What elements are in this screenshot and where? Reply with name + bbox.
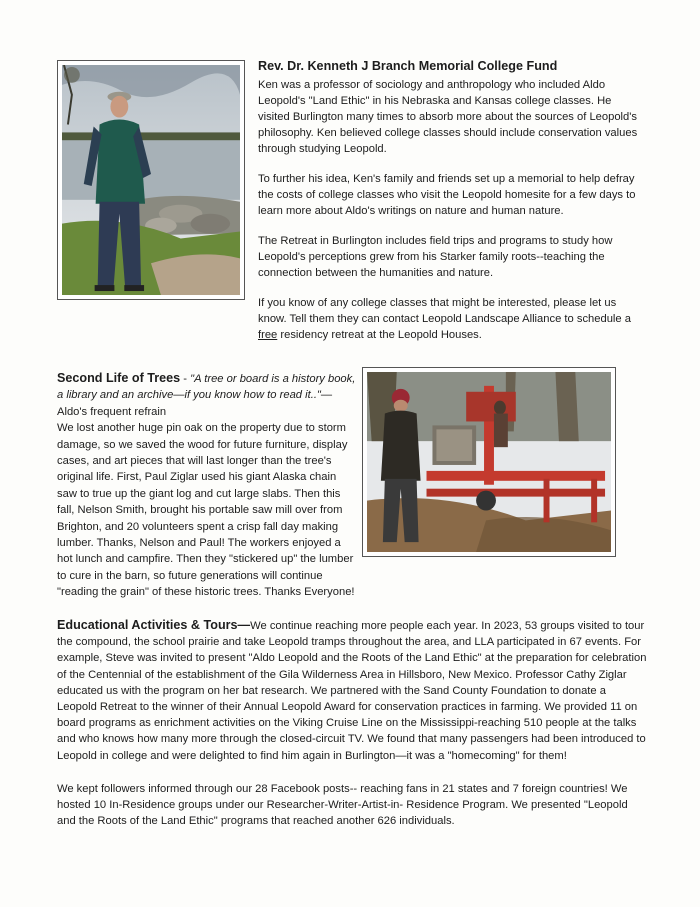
free-link-text: free: [258, 329, 278, 341]
trees-title: Second Life of Trees: [57, 371, 181, 385]
education-paragraph-1: [57, 617, 647, 764]
memorial-p4-before: If you know of any college classes that might be interested, please let us know. Tell them they can contact Leopold Landscape Alliance to schedule a: [258, 297, 631, 325]
memorial-fund-title: Rev. Dr. Kenneth J Branch Memorial College Fund: [258, 59, 558, 73]
memorial-p4-after: residency retreat at the Leopold Houses.: [277, 329, 482, 341]
memorial-paragraph-1: Ken was a professor of sociology and anthropology who included Aldo Leopold's "Land Ethic" in his Nebraska and Kansas college classes. He visited Burlington many times to absorb more about the sources of Leopold's philosophy. Ken believed college classes should include conservation values through studying Leopold.: [258, 79, 638, 155]
trees-dash: -: [180, 373, 191, 385]
trees-attribution: —Aldo's frequent refrain: [57, 389, 333, 418]
memorial-paragraph-4: [258, 295, 643, 343]
trees-body: We lost another huge pin oak on the property due to storm damage, so we saved the wood for future furniture, display cases, and art pieces that will last longer than the tree's original life. First, Paul Ziglar used his giant Alaska chain saw to true up the giant log and cut large slabs. Then this fall, Nelson Smith, brought his portable saw mill over from Brighton, and 20 volunteers spent a crisp fall day making lumber. Thanks, Nelson and Paul! The workers enjoyed a hot lunch and campfire. Then they "stickered up" the lumber to cure in the barn, so future generations will continue "reading the grain" of these historic trees. Thanks Everyone!: [57, 422, 355, 599]
second-life-of-trees-section: [57, 370, 357, 601]
trees-quote: "A tree or board is a history book, a library and an archive—if you know how to read it..": [57, 373, 356, 402]
trees-heading-line: [57, 370, 357, 420]
photo-ken-branch: [57, 60, 245, 300]
photo-sawmill-image: [367, 372, 611, 552]
memorial-paragraph-3: The Retreat in Burlington includes field trips and programs to study how Leopold's perceptions grew from his Starker family roots--teaching the connection between the humanities and nature.: [258, 235, 613, 279]
memorial-paragraph-2: To further his idea, Ken's family and friends set up a memorial to help defray the costs of college classes who visit the Leopold homesite for a few days to learn more about Aldo's writings on nature and human nature.: [258, 173, 636, 217]
education-title: Educational Activities & Tours—: [57, 618, 251, 632]
education-paragraph-2: We kept followers informed through our 28 Facebook posts-- reaching fans in 21 states and 7 foreign countries! We hosted 10 In-Residence groups under our Researcher-Writer-Artist-in- Residence Program. We presented "Leopold and the Roots of the Land Ethic" programs that reached another 626 individuals.: [57, 782, 628, 828]
education-p1-text: We continue reaching more people each year. In 2023, 53 groups visited to tour the compound, the school prairie and take Leopold tramps throughout the area, and LLA participated in 67 events. For example, Steve was invited to present "Aldo Leopold and the Roots of the Land Ethic" at the preparation for celebration of the Centennial of the establishment of the Gila Wilderness Area in Hillsboro, New Mexico. Professor Cathy Ziglar educated us with the program on her bat research. We partnered with the Sand County Foundation to donate a Leopold Retreat to the winner of their Annual Leopold Award for conservation practices in farming. We provided 11 on board programs as enrichment activities on the Viking Cruise Line on the Mississippi-reaching 510 people at the talks and who knows how many more through the closed-circuit TV. We found that many passengers had been introduced to Leopold in college and were delighted to find him again in Burlington—it was a "homecoming" for them!: [57, 620, 647, 762]
photo-ken-branch-image: [62, 65, 240, 295]
photo-sawmill: [362, 367, 616, 557]
educational-activities-section: [57, 617, 647, 846]
memorial-fund-section: [258, 58, 643, 357]
